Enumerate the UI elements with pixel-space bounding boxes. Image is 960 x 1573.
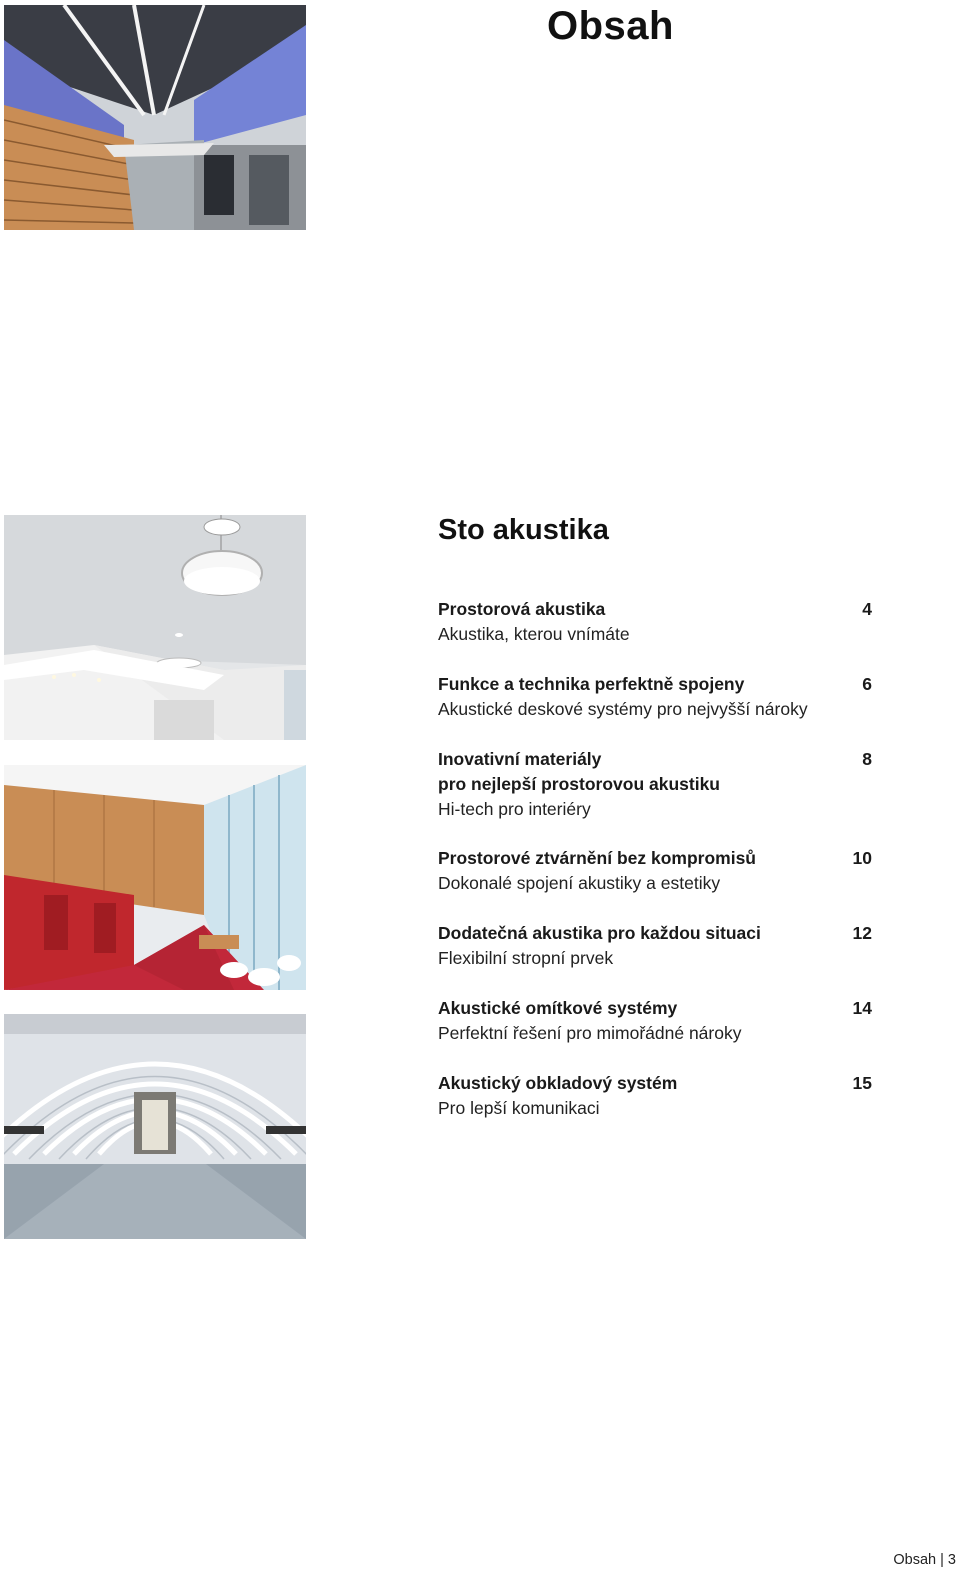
- toc-entry-subtitle: Akustické deskové systémy pro nejvyšší nároky: [438, 699, 808, 719]
- toc-entry[interactable]: [438, 672, 872, 747]
- tunnel-illustration: [4, 1014, 306, 1239]
- table-of-contents: [438, 597, 872, 1146]
- section-title: Sto akustika: [438, 514, 609, 546]
- page-footer: Obsah | 3: [893, 1552, 956, 1568]
- photo-atrium-wood-wall: [4, 5, 306, 230]
- toc-entry[interactable]: [438, 996, 872, 1071]
- toc-entry-subtitle: Flexibilní stropní prvek: [438, 948, 614, 968]
- toc-entry[interactable]: [438, 921, 872, 996]
- toc-entry-page-number: 15: [852, 1073, 872, 1093]
- atrium-illustration: [4, 5, 306, 230]
- toc-entry-page-number: 8: [862, 749, 872, 769]
- toc-entry-page-number: 12: [852, 923, 872, 943]
- toc-entry[interactable]: [438, 1071, 872, 1146]
- toc-entry-title: Prostorová akustika: [438, 599, 606, 619]
- toc-entry-subtitle: Pro lepší komunikaci: [438, 1098, 600, 1118]
- toc-entry-subtitle: Hi-tech pro interiéry: [438, 799, 591, 819]
- toc-entry[interactable]: [438, 747, 872, 846]
- toc-entry[interactable]: [438, 597, 872, 672]
- toc-entry-title: Akustické omítkové systémy: [438, 998, 678, 1018]
- page-title: Obsah: [547, 4, 674, 48]
- corridor-illustration: [4, 765, 306, 990]
- toc-entry-subtitle: Perfektní řešení pro mimořádné nároky: [438, 1023, 742, 1043]
- photo-white-lobby-pendant-light: [4, 515, 306, 740]
- toc-entry-page-number: 6: [862, 674, 872, 694]
- toc-entry-page-number: 10: [852, 848, 872, 868]
- toc-entry-title-line-2: pro nejlepší prostorovou akustiku: [438, 774, 720, 794]
- toc-entry-title: Dodatečná akustika pro každou situaci: [438, 923, 761, 943]
- toc-entry-subtitle: Akustika, kterou vnímáte: [438, 624, 630, 644]
- toc-entry-title: Inovativní materiály: [438, 749, 602, 769]
- toc-entry[interactable]: [438, 846, 872, 921]
- toc-entry-title: Akustický obkladový systém: [438, 1073, 678, 1093]
- lobby-illustration: [4, 515, 306, 740]
- toc-entry-page-number: 4: [862, 599, 872, 619]
- toc-entry-title: Funkce a technika perfektně spojeny: [438, 674, 745, 694]
- toc-entry-page-number: 14: [852, 998, 872, 1018]
- photo-white-tunnel-arches: [4, 1014, 306, 1239]
- toc-entry-title: Prostorové ztvárnění bez kompromisů: [438, 848, 756, 868]
- toc-entry-subtitle: Dokonalé spojení akustiky a estetiky: [438, 873, 721, 893]
- photo-curved-corridor-red-wall: [4, 765, 306, 990]
